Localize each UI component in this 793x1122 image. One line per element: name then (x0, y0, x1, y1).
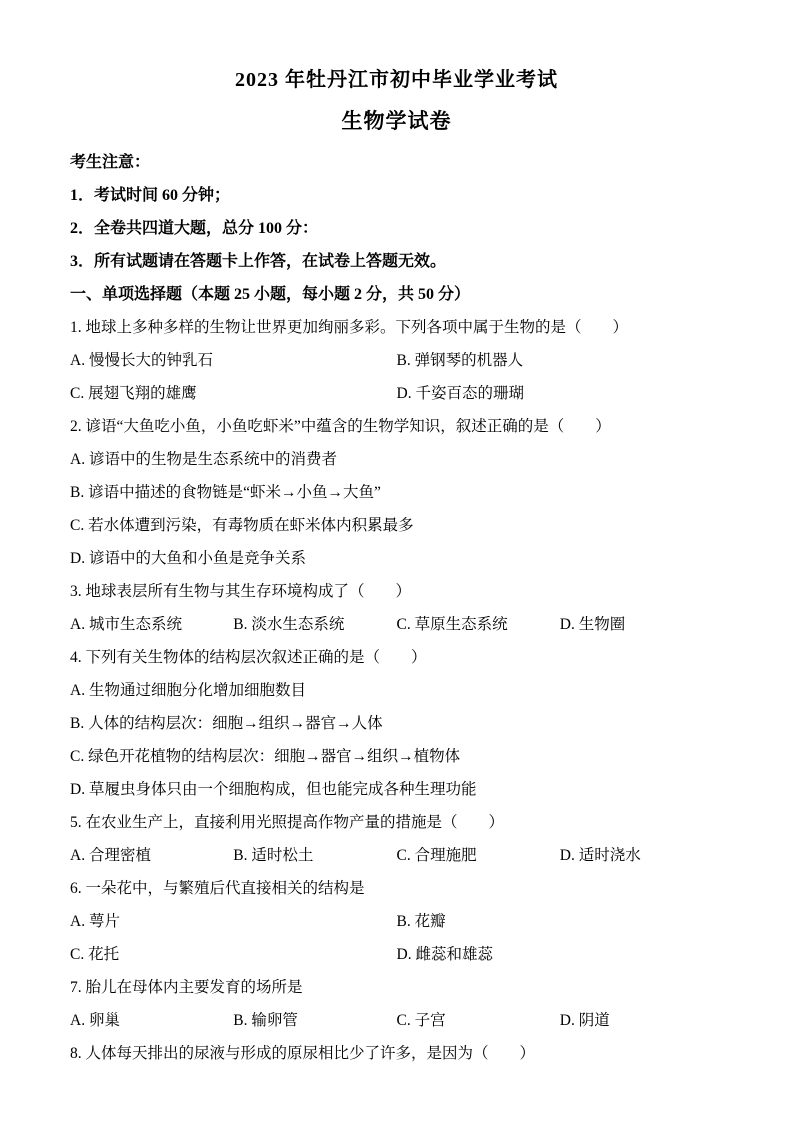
question-6-option-d: D. 雌蕊和雄蕊 (396, 946, 493, 963)
question-7-option-b: B. 输卵管 (233, 1012, 298, 1029)
question-5-option-d: D. 适时浇水 (559, 847, 641, 864)
question-5-option-c: C. 合理施肥 (396, 847, 477, 864)
question-3-option-d: D. 生物圈 (559, 616, 626, 633)
question-4-option-c: C. 绿色开花植物的结构层次：细胞→器官→组织→植物体 (70, 748, 461, 765)
question-1-stem: 1. 地球上多种多样的生物让世界更加绚丽多彩。下列各项中属于生物的是（ ） (70, 319, 629, 336)
question-3-option-b: B. 淡水生态系统 (233, 616, 345, 633)
question-5-options-row (70, 839, 723, 872)
section-heading: 一、单项选择题（本题 25 小题，每小题 2 分，共 50 分） (70, 286, 471, 303)
question-6-option-b: B. 花瓣 (396, 913, 446, 930)
question-7-option-c: C. 子宫 (396, 1012, 446, 1029)
question-7-stem: 7. 胎儿在母体内主要发育的场所是 (70, 979, 303, 996)
question-3-stem: 3. 地球表层所有生物与其生存环境构成了（ ） (70, 583, 412, 600)
notice-item-2: 2．全卷共四道大题，总分 100 分： (70, 220, 319, 237)
question-4-option-b: B. 人体的结构层次：细胞→组织→器官→人体 (70, 715, 383, 732)
question-6-option-a: A. 萼片 (70, 913, 120, 930)
notice-heading: 考生注意： (70, 154, 151, 171)
question-2-option-a: A. 谚语中的生物是生态系统中的消费者 (70, 451, 337, 468)
question-6-option-c: C. 花托 (70, 946, 120, 963)
question-3-option-a: A. 城市生态系统 (70, 616, 182, 633)
question-2-option-b: B. 谚语中描述的食物链是“虾米→小鱼→大鱼” (70, 484, 381, 501)
notice-item-3: 3．所有试题请在答题卡上作答，在试卷上答题无效。 (70, 253, 447, 270)
question-1-option-c: C. 展翅飞翔的雄鹰 (70, 385, 197, 402)
page-title: 2023 年牡丹江市初中毕业学业考试 (235, 69, 558, 91)
question-6-options-row-2 (70, 938, 723, 971)
question-7-option-a: A. 卵巢 (70, 1012, 120, 1029)
notice-item-1: 1．考试时间 60 分钟； (70, 187, 231, 204)
question-3-options-row (70, 608, 723, 641)
question-5-option-b: B. 适时松土 (233, 847, 314, 864)
question-1-option-b: B. 弹钢琴的机器人 (396, 352, 524, 369)
page-subtitle: 生物学试卷 (341, 109, 452, 133)
question-4-option-d: D. 草履虫身体只由一个细胞构成，但也能完成各种生理功能 (70, 781, 477, 798)
question-7-options-row (70, 1004, 723, 1037)
question-5-stem: 5. 在农业生产上，直接利用光照提高作物产量的措施是（ ） (70, 814, 505, 831)
question-2-stem: 2. 谚语“大鱼吃小鱼，小鱼吃虾米”中蕴含的生物学知识，叙述正确的是（ ） (70, 418, 611, 435)
question-6-options-row-1 (70, 905, 723, 938)
question-1-option-d: D. 千姿百态的珊瑚 (396, 385, 524, 402)
question-5-option-a: A. 合理密植 (70, 847, 151, 864)
question-1-option-a: A. 慢慢长大的钟乳石 (70, 352, 213, 369)
question-1-options-row-2 (70, 377, 723, 410)
question-4-stem: 4. 下列有关生物体的结构层次叙述正确的是（ ） (70, 649, 427, 666)
question-4-option-a: A. 生物通过细胞分化增加细胞数目 (70, 682, 306, 699)
question-7-option-d: D. 阴道 (559, 1012, 610, 1029)
question-6-stem: 6. 一朵花中，与繁殖后代直接相关的结构是 (70, 880, 365, 897)
question-3-option-c: C. 草原生态系统 (396, 616, 508, 633)
question-2-option-c: C. 若水体遭到污染，有毒物质在虾米体内积累最多 (70, 517, 414, 534)
question-8-stem: 8. 人体每天排出的尿液与形成的原尿相比少了许多，是因为（ ） (70, 1045, 536, 1062)
question-1-options-row-1 (70, 344, 723, 377)
question-2-option-d: D. 谚语中的大鱼和小鱼是竞争关系 (70, 550, 306, 567)
